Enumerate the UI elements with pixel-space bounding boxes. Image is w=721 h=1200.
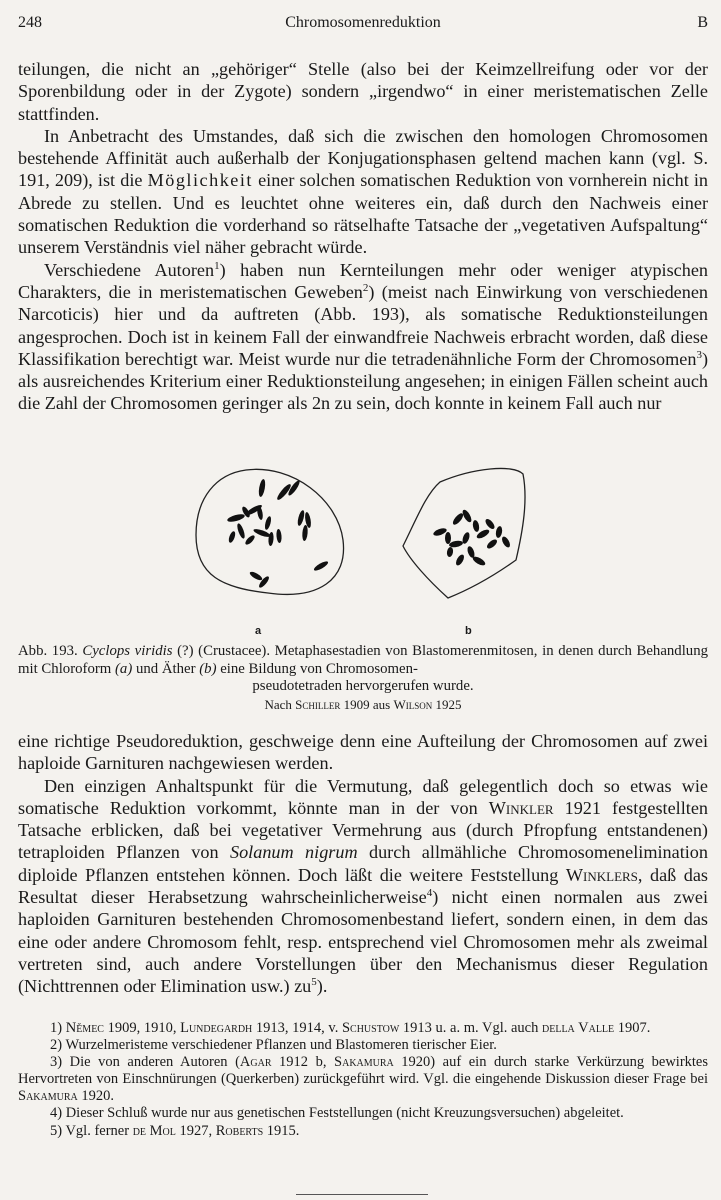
footnote-4: 4) Dieser Schluß wurde nur aus genetischen Feststellungen (nicht Kreuzungsversuchen) abgeleitet. bbox=[50, 1105, 624, 1122]
figure-193 bbox=[18, 460, 708, 640]
figure-label-a: a bbox=[255, 625, 262, 637]
cell-outline-a bbox=[196, 469, 344, 594]
paragraph-2: In Anbetracht des Umstandes, daß sich die zwischen den homologen Chromosomen bestehende Affinität auch außerhalb der Konjugationsphasen geltend machen kann (vgl. S. 191, 209), ist die Möglichkeit einer solchen somatischen Reduktion von vornherein nicht in Abrede zu stellen. Und es leuchtet ohne weiteres ein, daß durch den Nachweis einer somatischen Reduktion die vorderhand so rätselhafte Tatsache der „vegetativen Aufspaltung“ unserem Verständnis viel näher gebracht würde. bbox=[18, 125, 708, 258]
book-page bbox=[18, 0, 708, 1200]
main-text-continued bbox=[18, 730, 708, 998]
caption-source: Nach Schiller 1909 aus Wilson 1925 bbox=[264, 696, 462, 712]
footnote-ref-2[interactable]: 2 bbox=[362, 281, 369, 294]
caption-text: Abb. 193. Cyclops viridis (?) (Crustacee). Metaphasestadien von Blastomerenmitosen, in denen durch Behandlung mit Chloroform (a) und Äther (b) eine Bildung von Chromosomen- bbox=[18, 643, 709, 677]
chromosomes-b bbox=[432, 508, 511, 567]
page-number: 248 bbox=[18, 14, 42, 31]
bottom-rule bbox=[296, 1194, 428, 1195]
paragraph-5: Den einzigen Anhaltspunkt für die Vermutung, daß gelegentlich doch so etwas wie somatische Reduktion vorkommt, könnte man in der von Winkler 1921 festgestellten Tatsache erblicken, daß bei vegetativer Vermehrung aus (durch Pfropfung entstandenen) tetraploiden Pflanzen von Solanum nigrum durch allmähliche Chromosomenelimination diploide Pflanzen entstehen können. Doch läßt die weitere Feststellung Winklers, daß das Resultat dieser Herabsetzung wahrscheinlicherweise$^4$) nicht einen normalen aus zwei haploiden Garnituren bestehenden Chromosomenbestand liefert, sondern einen, in dem das eine oder andere Chromosom fehlt, resp. entsprechend viel Chromosomen mehr als zweimal vertreten sind, auch andere Vorstellungen über den Mechanismus dieser Regulation (Nichttrennen oder Elimination usw.) $zu^5$). bbox=[18, 775, 708, 997]
page-header bbox=[18, 14, 708, 38]
main-text bbox=[18, 58, 708, 415]
caption-line-3: pseudotetraden hervorgerufen wurde. bbox=[252, 678, 474, 694]
footnote-3: 3) Die von anderen Autoren (Agar 1912 b, Sakamura 1920) auf ein durch starke Verkürzung bewirktes Hervortreten von Einschnürungen (Querkerben) zurückgeführt wird. Vgl. die eingehende Diskussion dieser Frage bei Sakamura 1920. bbox=[18, 1054, 709, 1105]
paragraph-4: eine richtige Pseudoreduktion, geschweige denn eine Aufteilung der Chromosomen auf zwei haploide Garnituren nachgewiesen werden. bbox=[18, 731, 708, 774]
footnote-1: 1) Němec 1909, 1910, Lundegardh 1913, 1914, v. Schustow 1913 u. a. m. Vgl. auch della Valle 1907. bbox=[50, 1020, 651, 1036]
author-winkler: Winkler bbox=[488, 797, 554, 818]
footnote-2: 2) Wurzelmeristeme verschiedener Pflanzen und Blastomeren tierischer Eier. bbox=[50, 1037, 497, 1054]
running-title: Chromosomenreduktion bbox=[285, 14, 441, 31]
species-name: Cyclops viridis bbox=[82, 643, 173, 659]
paragraph-3: Verschiedene Autoren$^1$) haben nun Kernteilungen mehr oder weniger atypischen Charakters, die in meristematischen Geweben$^2$) (meist nach Einwirkung von verschiedenen Narcoticis) hier und da auftreten (Abb. 193), als somatische Reduktionsteilungen angesprochen. Doch ist in keinem Fall der einwandfreie Nachweis erbracht worden, daß diese Klassifikation berechtigt war. Meist wurde nur die tetradenähnliche Form der Chromosomen$^3$) als ausreichendes Kriterium einer Reduktionsteilung angesehen; in einigen Fällen scheint auch die Zahl der Chromosomen geringer als 2n zu sein, doch konnte in keinem Fall auch nur bbox=[18, 259, 709, 414]
footnotes bbox=[18, 1020, 708, 1140]
cell-outline-b bbox=[403, 468, 525, 598]
figure-label-b: b bbox=[465, 625, 472, 637]
chromosomes-a bbox=[227, 479, 330, 589]
author-winklers: Winklers bbox=[565, 864, 638, 885]
spaced-emphasis: Möglichkeit bbox=[147, 170, 253, 191]
footnote-ref-3[interactable]: 3 bbox=[696, 348, 702, 361]
figure-caption bbox=[18, 643, 708, 713]
footnote-ref-4[interactable]: 4 bbox=[426, 887, 433, 900]
chromosome-illustration bbox=[18, 460, 708, 640]
section-letter: B bbox=[697, 14, 708, 31]
paragraph-1: teilungen, die nicht an „gehöriger“ Stelle (also bei der Keimzellreifung oder vor der Sporenbildung oder in der Zygote) sondern „irgendwo“ in einer meristematischen Zelle stattfinden. bbox=[18, 59, 708, 124]
footnote-ref-1[interactable]: 1 bbox=[214, 259, 220, 272]
footnote-5: 5) Vgl. ferner de Mol 1927, Roberts 1915. bbox=[50, 1122, 300, 1139]
species-solanum: Solanum nigrum bbox=[229, 842, 358, 863]
footnote-ref-5[interactable]: 5 bbox=[311, 976, 317, 989]
